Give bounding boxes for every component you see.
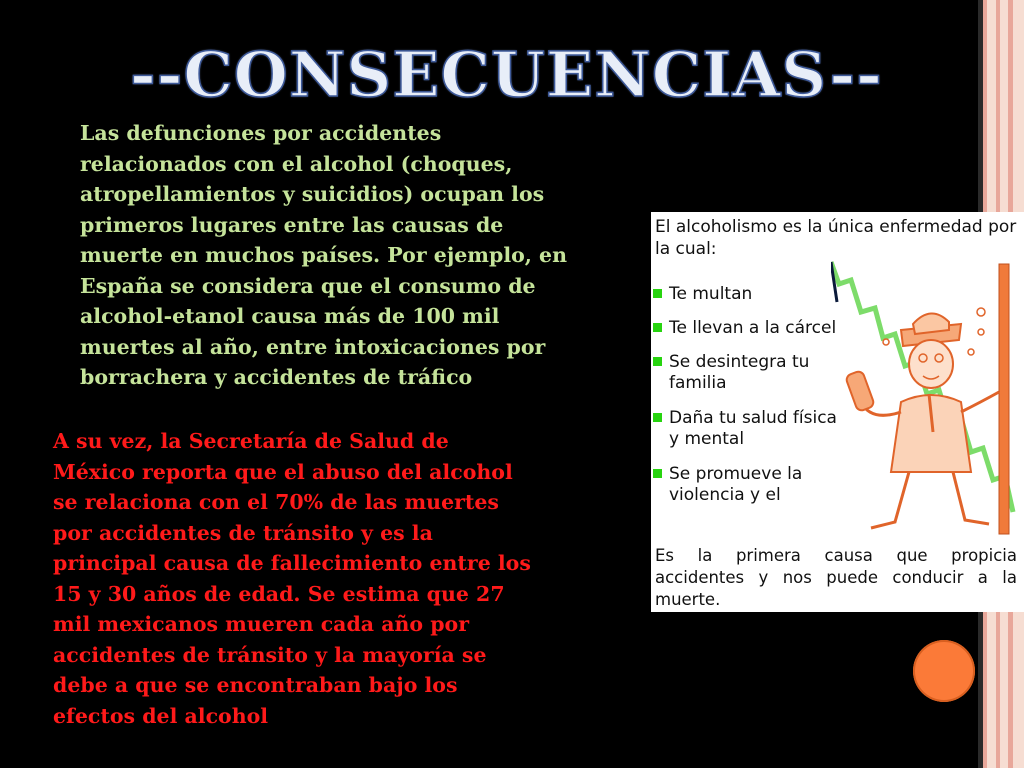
- green-square-icon: [653, 357, 662, 366]
- paragraph-deaths: Las defunciones por accidentes relacionados con el alcohol (choques, atropellamientos y suicidios) ocupan los primeros lugares entre las causas de muerte en muchos países. Por ejemplo, en España se considera que el consumo de alcohol-etanol causa más de 100 mil muertes al año, entre intoxicaciones por borrachera y accidentes de tráfico: [80, 121, 567, 389]
- orange-circle-icon: [913, 640, 975, 702]
- panel-footer: Es la primera causa que propicia accidentes y nos puede conducir a la muerte.: [655, 546, 1017, 609]
- paragraph-mexico: A su vez, la Secretaría de Salud de México reporta que el abuso del alcohol se relaciona con el 70% de las muertes por accidentes de tránsito y es la principal causa de fallecimiento entre los 15 y 30 años de edad. Se estima que 27 mil mexicanos mueren cada año por accidentes de tránsito y la mayoría se debe a que se encontraban bajo los efectos del alcohol: [53, 429, 531, 728]
- green-square-icon: [653, 469, 662, 478]
- panel-heading: El alcoholismo es la única enfermedad por la cual:: [655, 217, 1017, 259]
- alcoholism-image-panel: El alcoholismo es la única enfermedad por la cual: Te multan Te llevan a la cárcel Se desintegra tu familia Daña tu salud física y mental Se promueve la violencia y el Es la primera causa que propicia accidentes y nos puede conducir a la muerte.: [651, 212, 1024, 612]
- green-square-icon: [653, 323, 662, 332]
- slide-title: --CONSECUENCIAS--: [130, 38, 883, 111]
- green-square-icon: [653, 289, 662, 298]
- green-square-icon: [653, 413, 662, 422]
- drunk-man-illustration: [831, 252, 1021, 542]
